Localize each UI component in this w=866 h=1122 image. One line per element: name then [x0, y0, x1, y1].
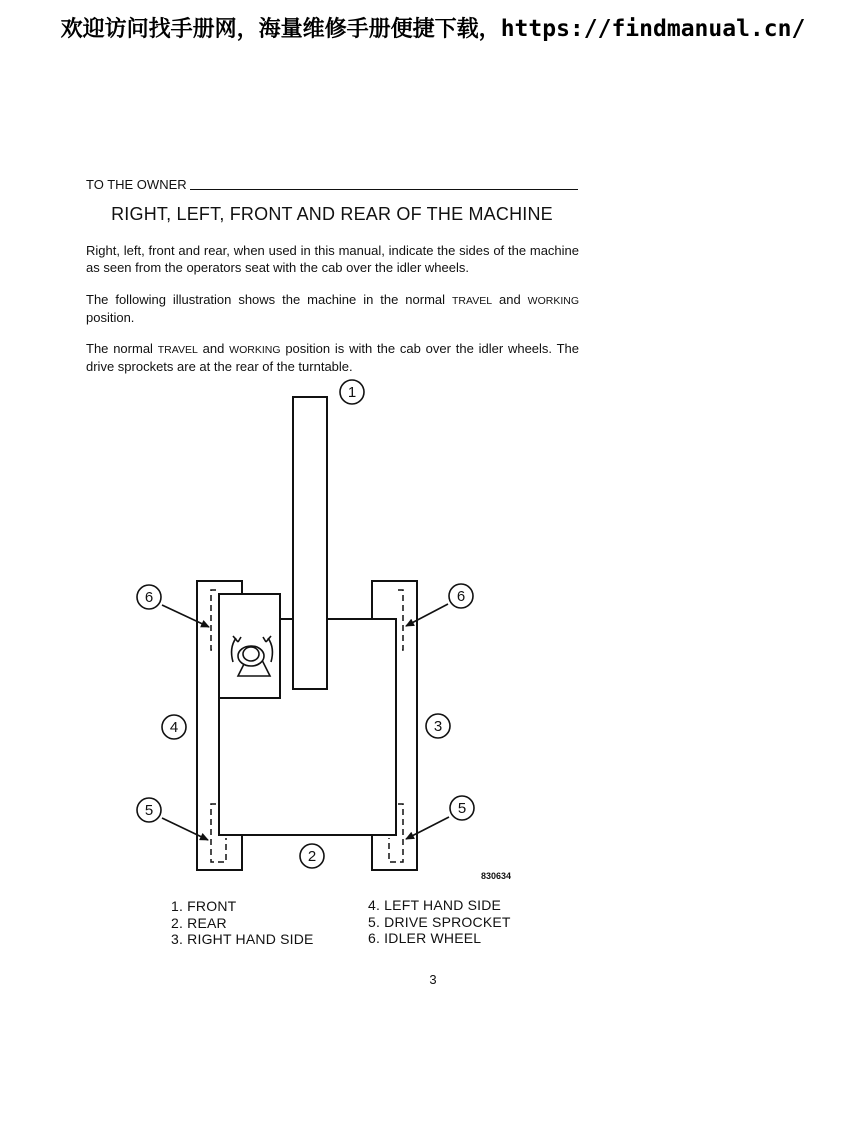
legend-item-idler-wheel: 6. IDLER WHEEL [368, 930, 482, 946]
callout-2-label: 2 [307, 848, 317, 865]
callout-1-label: 1 [347, 384, 357, 401]
section-label: TO THE OWNER [86, 177, 187, 192]
callout-5-left-label: 5 [144, 802, 154, 819]
idler-wheel-left [211, 590, 216, 650]
p3-text-b: position is with the cab over the idler wheels. The drive sprockets are at the rear of the turntable. [86, 341, 580, 374]
callout-6-left-label: 6 [144, 589, 154, 606]
leader-6-right [406, 604, 448, 626]
legend-item-left-hand-side: 4. LEFT HAND SIDE [368, 897, 502, 913]
banner-text: 欢迎访问找手册网，海量维修手册便捷下载， [60, 17, 501, 42]
p3-travel: TRAVEL [157, 344, 198, 356]
legend-right-column [368, 897, 511, 947]
boom [293, 397, 327, 689]
p2-travel: TRAVEL [451, 295, 493, 307]
callout-5-right-label: 5 [457, 800, 467, 817]
p2-text-b: position. [86, 309, 135, 325]
legend-left-column [171, 898, 314, 948]
p2-working: WORKING [527, 295, 579, 307]
page-number: 3 [429, 972, 437, 987]
page-title: RIGHT, LEFT, FRONT AND REAR OF THE MACHINE [111, 204, 553, 224]
leader-5-left [162, 818, 208, 840]
leader-6-left [162, 605, 209, 627]
idler-wheel-right [398, 590, 403, 650]
callout-3-label: 3 [433, 718, 443, 735]
banner-url-link[interactable]: https://findmanual.cn/ [500, 16, 806, 42]
p3-and: and [202, 341, 225, 356]
p2-and: and [499, 292, 521, 307]
callout-6-right-label: 6 [456, 588, 466, 605]
callout-4-label: 4 [169, 719, 179, 736]
legend-item-front: 1. FRONT [171, 898, 237, 914]
leader-5-right [406, 817, 449, 839]
figure-number: 830634 [481, 871, 512, 881]
p3-text-a: The normal [86, 341, 153, 356]
legend-item-right-hand-side: 3. RIGHT HAND SIDE [171, 931, 314, 947]
p2-text-a: The following illustration shows the machine in the normal [86, 292, 446, 307]
legend-item-drive-sprocket: 5. DRIVE SPROCKET [368, 913, 511, 930]
legend-item-rear: 2. REAR [171, 914, 227, 931]
p3-working: WORKING [229, 344, 281, 356]
paragraph-1: Right, left, front and rear, when used in this manual, indicate the sides of the machine as seen from the operators seat with the cab over the idler wheels. [86, 243, 579, 275]
